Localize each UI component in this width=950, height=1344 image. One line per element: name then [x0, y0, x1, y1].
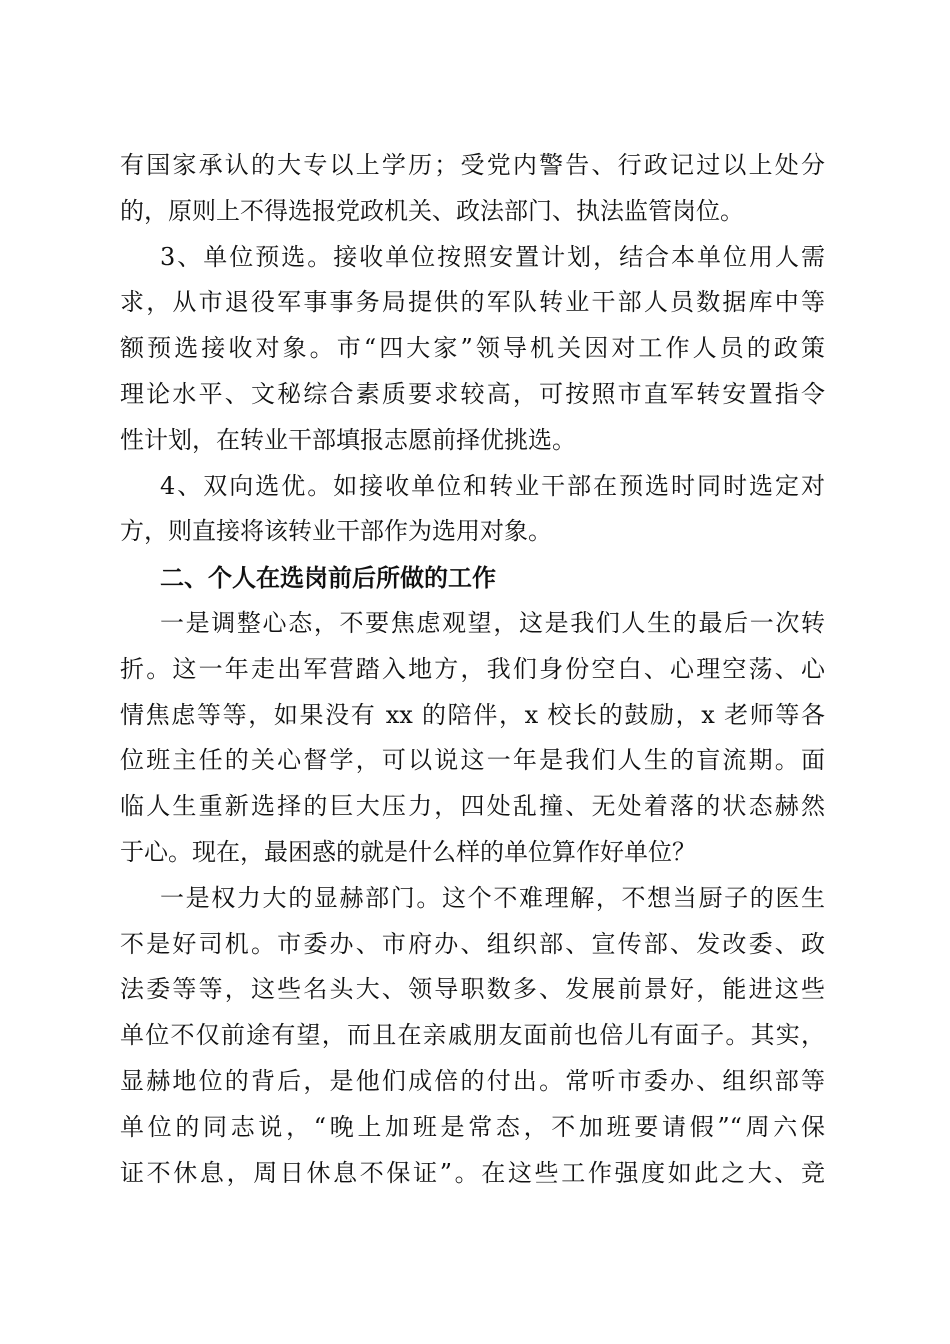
text-line: 一是权力大的显赫部门。这个不难理解，不想当厨子的医生	[160, 883, 825, 912]
text-line: 求，从市退役军事事务局提供的军队转业干部人员数据库中等	[120, 288, 825, 317]
text-line: 不是好司机。市委办、市府办、组织部、宣传部、发改委、政	[120, 929, 825, 958]
text-line: 法委等等，这些名头大、领导职数多、发展前景好，能进这些	[120, 975, 825, 1004]
text-line: 证不休息，周日休息不保证”。在这些工作强度如此之大、竞	[120, 1158, 825, 1187]
text-line: 位班主任的关心督学，可以说这一年是我们人生的盲流期。面	[120, 746, 825, 775]
text-line: 3、单位预选。接收单位按照安置计划，结合本单位用人需	[160, 242, 825, 271]
text-line: 有国家承认的大专以上学历；受党内警告、行政记过以上处分	[120, 151, 825, 179]
text-line: 情焦虑等等，如果没有 xx 的陪伴，x 校长的鼓励，x 老师等各	[120, 700, 825, 729]
text-line: 4、双向选优。如接收单位和转业干部在预选时同时选定对	[160, 471, 825, 500]
text-line: 折。这一年走出军营踏入地方，我们身份空白、心理空荡、心	[120, 654, 825, 683]
text-line: 单位的同志说，“晚上加班是常态，不加班要请假”“周六保	[120, 1112, 825, 1141]
text-line: 临人生重新选择的巨大压力，四处乱撞、无处着落的状态赫然	[120, 792, 825, 821]
section-heading: 二、个人在选岗前后所做的工作	[160, 563, 496, 593]
text-line: 理论水平、文秘综合素质要求较高，可按照市直军转安置指令	[120, 379, 825, 408]
document-body	[120, 143, 825, 1196]
text-line: 方，则直接将该转业干部作为选用对象。	[120, 517, 552, 546]
text-line: 单位不仅前途有望，而且在亲戚朋友面前也倍儿有面子。其实，	[120, 1021, 825, 1050]
text-line: 的，原则上不得选报党政机关、政法部门、执法监管岗位。	[120, 196, 744, 225]
text-line: 额预选接收对象。市“四大家”领导机关因对工作人员的政策	[120, 334, 825, 363]
text-line: 性计划，在转业干部填报志愿前择优挑选。	[120, 425, 576, 454]
text-line: 一是调整心态，不要焦虑观望，这是我们人生的最后一次转	[160, 608, 825, 637]
text-line: 显赫地位的背后，是他们成倍的付出。常听市委办、组织部等	[120, 1066, 825, 1095]
text-line: 于心。现在，最困惑的就是什么样的单位算作好单位？	[120, 837, 696, 866]
